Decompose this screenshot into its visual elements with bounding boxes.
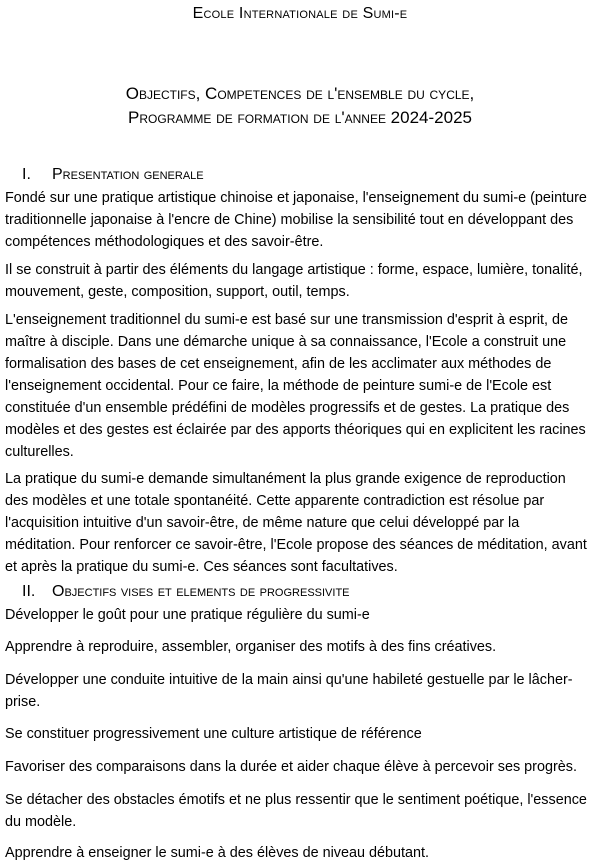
section-1-paragraph: La pratique du sumi-e demande simultanément la plus grande exigence de reproduction des modèles et une totale spontanéité. Cette apparente contradiction est résolue par l'acquisition intuitive d'un savoir-être, de même nature que celui développé par la méditation. Pour renforcer ce savoir-être, l'Ecole propose des séances de méditation, avant et après la pratique du sumi-e. Ces séances sont facultatives. [5, 471, 587, 575]
objective-item: Développer une conduite intuitive de la main ainsi qu'une habileté gestuelle par le lâcher-prise. [5, 672, 573, 710]
title-line-2: Programme de formation de l'annee 2024-2025 [128, 108, 472, 127]
objective-item: Se détacher des obstacles émotifs et ne plus ressentir que le sentiment poétique, l'essence du modèle. [5, 792, 587, 830]
objective-item: Se constituer progressivement une culture artistique de référence [5, 726, 422, 742]
section-1-paragraph: Il se construit à partir des éléments du langage artistique : forme, espace, lumière, tonalité, mouvement, geste, composition, support, outil, temps. [5, 262, 583, 300]
objective-item: Apprendre à enseigner le sumi-e à des élèves de niveau débutant. [5, 845, 430, 861]
title-line-1: Objectifs, Competences de l'ensemble du cycle, [125, 84, 475, 103]
section-1-heading [22, 166, 204, 184]
section-2-title: Objectifs vises et elements de progressivite [52, 583, 350, 600]
section-2-number: II. [22, 583, 36, 600]
section-1-number: I. [22, 166, 31, 183]
section-1-title: Presentation generale [52, 166, 204, 183]
objective-item: Favoriser des comparaisons dans la durée et aider chaque élève à percevoir ses progrès. [5, 759, 577, 775]
document-title [0, 82, 600, 130]
objective-item: Apprendre à reproduire, assembler, organiser des motifs à des fins créatives. [5, 639, 497, 655]
objective-item: Développer le goût pour une pratique régulière du sumi-e [5, 607, 370, 623]
school-name: Ecole Internationale de Sumi-e [192, 5, 408, 22]
section-2-heading [22, 583, 350, 601]
section-1-paragraph: Fondé sur une pratique artistique chinoise et japonaise, l'enseignement du sumi-e (peinture traditionnelle japonaise à l'encre de Chine) mobilise la sensibilité tout en développant des compétences méthodologiques et des savoir-être. [5, 190, 587, 250]
section-1-paragraph: L'enseignement traditionnel du sumi-e est basé sur une transmission d'esprit à esprit, de maître à disciple. Dans une démarche unique à sa connaissance, l'Ecole a construit une formalisation des bases de cet enseignement, afin de les acclimater aux méthodes de l'enseignement occidental. Pour ce faire, la méthode de peinture sumi-e de l'Ecole est constituée d'un ensemble prédéfini de modèles progressifs et de gestes. La pratique des modèles et des gestes est éclairée par des apports théoriques qui en explicitent les racines culturelles. [5, 312, 586, 460]
